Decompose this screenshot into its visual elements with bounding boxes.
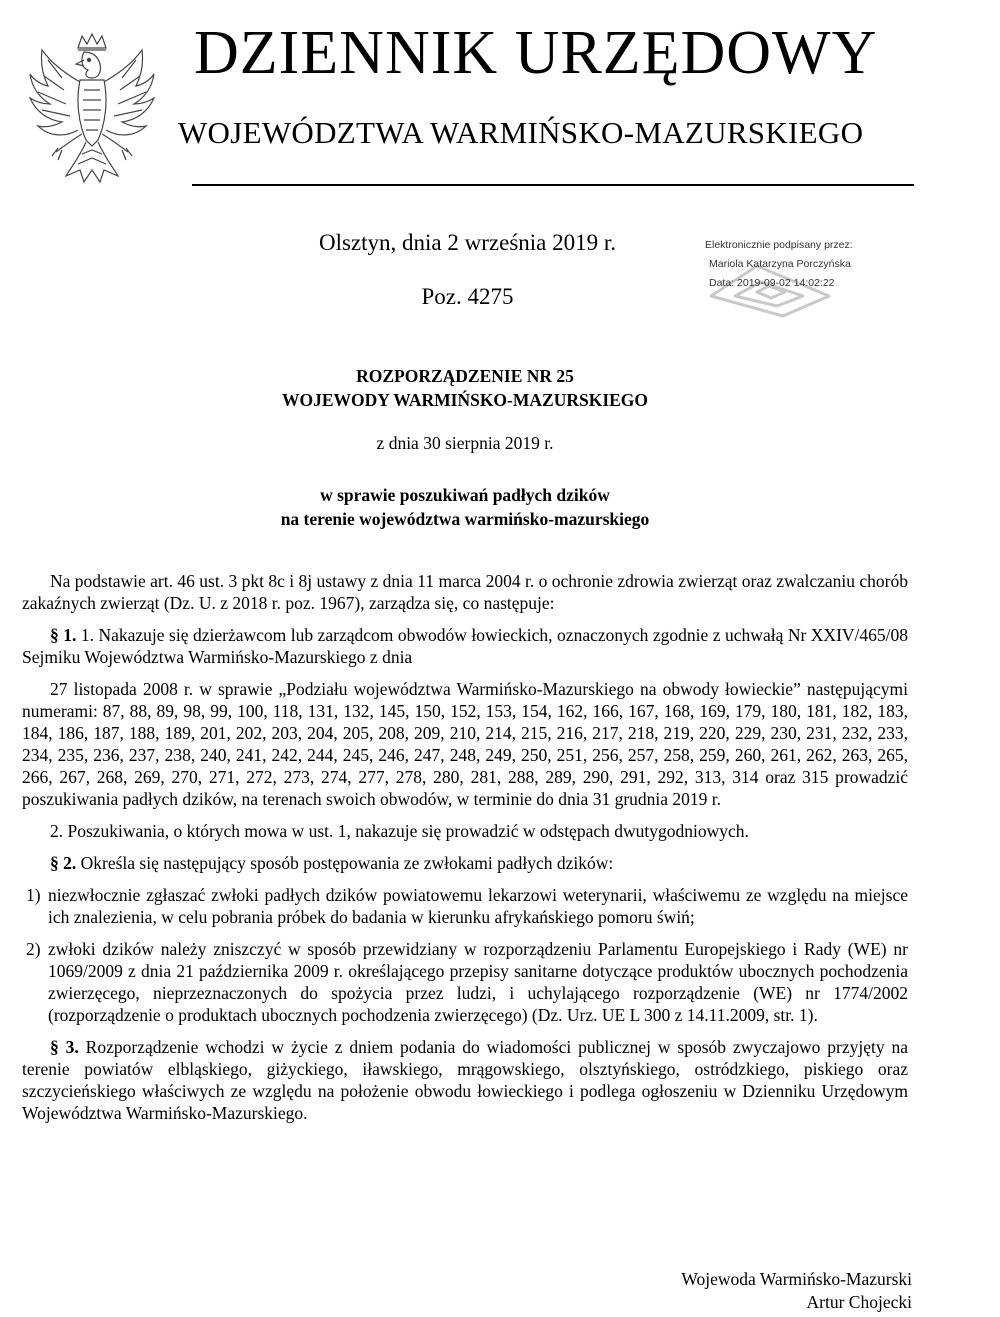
polish-eagle-emblem-icon: [22, 30, 162, 190]
section-2-paragraph: [22, 852, 908, 874]
section-3-label: § 3.: [50, 1037, 79, 1057]
masthead-subtitle: WOJEWÓDZTWA WARMIŃSKO-MAZURSKIEGO: [178, 115, 864, 150]
section-1-text: 1. Nakazuje się dzierżawcom lub zarządcom obwodów łowieckich, oznaczonych zgodnie z uchwałą Nr XXIV/465/08 Sejmiku Województwa Warmińsko-Mazurskiego z dnia: [22, 625, 909, 667]
list-item-number: 2): [26, 939, 41, 959]
list-item: [22, 884, 908, 928]
electronic-signature: [705, 236, 905, 316]
signer-block: [681, 1268, 912, 1314]
list-item: [22, 938, 908, 1026]
section-1-label: § 1.: [50, 625, 77, 645]
signature-label: Elektronicznie podpisany przez:: [705, 239, 853, 251]
issue-date: Olsztyn, dnia 2 września 2019 r.: [318, 230, 617, 255]
preamble: Na podstawie art. 46 ust. 3 pkt 8c i 8j ustawy z dnia 11 marca 2004 r. o ochronie zdrowia zwierząt oraz zwalczaniu chorób zakaźnych zwierząt (Dz. U. z 2018 r. poz. 1967), zarządza się, co następuje:: [22, 571, 908, 613]
act-title-line1: ROZPORZĄDZENIE NR 25: [356, 366, 574, 386]
list-item-text: niezwłocznie zgłaszać zwłoki padłych dzików powiatowemu lekarzowi weterynarii, właściwemu ze względu na miejsce ich znalezienia, w celu pobrania próbek do badania w kierunku afrykańskiego pomoru świń;: [48, 885, 908, 927]
section-1-paragraph-1: [22, 624, 908, 668]
act-date: z dnia 30 sierpnia 2019 r.: [376, 433, 554, 453]
document-body: [22, 570, 908, 1124]
masthead-title: DZIENNIK URZĘDOWY: [194, 19, 878, 87]
act-title: [160, 364, 770, 412]
list-item-number: 1): [26, 885, 41, 905]
signature-signer: Mariola Katarzyna Porczyńska: [709, 258, 851, 270]
signer-role: Wojewoda Warmińsko-Mazurski: [681, 1269, 912, 1289]
act-subject-line1: w sprawie poszukiwań padłych dzików: [320, 485, 610, 505]
issue-position: Poz. 4275: [421, 284, 514, 309]
act-subject-line2: na terenie województwa warmińsko-mazurskiego: [280, 509, 650, 529]
section-3-text: Rozporządzenie wchodzi w życie z dniem podania do wiadomości publicznej w sposób zwyczajowo przyjęty na terenie powiatów elbląskiego, giżyckiego, iławskiego, mrągowskiego, olsztyńskiego, ostródzkiego, piskiego oraz szczycieńskiego właściwych ze względu na położenie obwodu łowieckiego i podlega ogłoszeniu w Dzienniku Urzędowym Województwa Warmińsko-Mazurskiego.: [22, 1037, 909, 1123]
section-2-text: Określa się następujący sposób postępowania ze zwłokami padłych dzików:: [80, 853, 614, 873]
section-2-label: § 2.: [50, 853, 77, 873]
masthead-divider: [192, 184, 914, 186]
section-1-paragraph-2: 2. Poszukiwania, o których mowa w ust. 1, nakazuje się prowadzić w odstępach dwutygodniowych.: [50, 821, 749, 841]
act-subject: [160, 483, 770, 531]
signature-date: Data: 2019-09-02 14:02:22: [709, 277, 835, 289]
list-item-text: zwłoki dzików należy zniszczyć w sposób przewidziany w rozporządzeniu Parlamentu Europejskiego i Rady (WE) nr 1069/2009 z dnia 21 października 2009 r. określającego przepisy sanitarne dotyczące produktów ubocznych pochodzenia zwierzęcego, nieprzeznaczonych do spożycia przez ludzi, i uchylającego rozporządzenie (WE) nr 1774/2002 (rozporządzenie o produktach ubocznych pochodzenia zwierzęcego) (Dz. Urz. UE L 300 z 14.11.2009, str. 1).: [48, 939, 908, 1025]
act-title-line2: WOJEWODY WARMIŃSKO-MAZURSKIEGO: [281, 390, 649, 410]
signer-name: Artur Chojecki: [806, 1292, 912, 1312]
section-1-paragraph-1-continued: 27 listopada 2008 r. w sprawie „Podziału województwa Warmińsko-Mazurskiego na obwody łowieckie” następującymi numerami: 87, 88, 89, 98, 99, 100, 118, 131, 132, 145, 150, 152, 153, 154, 162, 166, 167, 168, 169, 179, 180, 181, 182, 183, 184, 186, 187, 188, 189, 201, 202, 203, 204, 205, 208, 209, 210, 214, 215, 216, 217, 218, 219, 220, 229, 230, 231, 232, 233, 234, 235, 236, 237, 238, 240, 241, 242, 244, 245, 246, 247, 248, 249, 250, 251, 256, 257, 258, 259, 260, 261, 262, 263, 265, 266, 267, 268, 269, 270, 271, 272, 273, 274, 277, 278, 280, 281, 288, 289, 290, 291, 292, 313, 314 oraz 315 prowadzić poszukiwania padłych dzików, na terenach swoich obwodów, w terminie do dnia 31 grudnia 2019 r.: [22, 679, 908, 809]
section-3-paragraph: [22, 1036, 908, 1124]
